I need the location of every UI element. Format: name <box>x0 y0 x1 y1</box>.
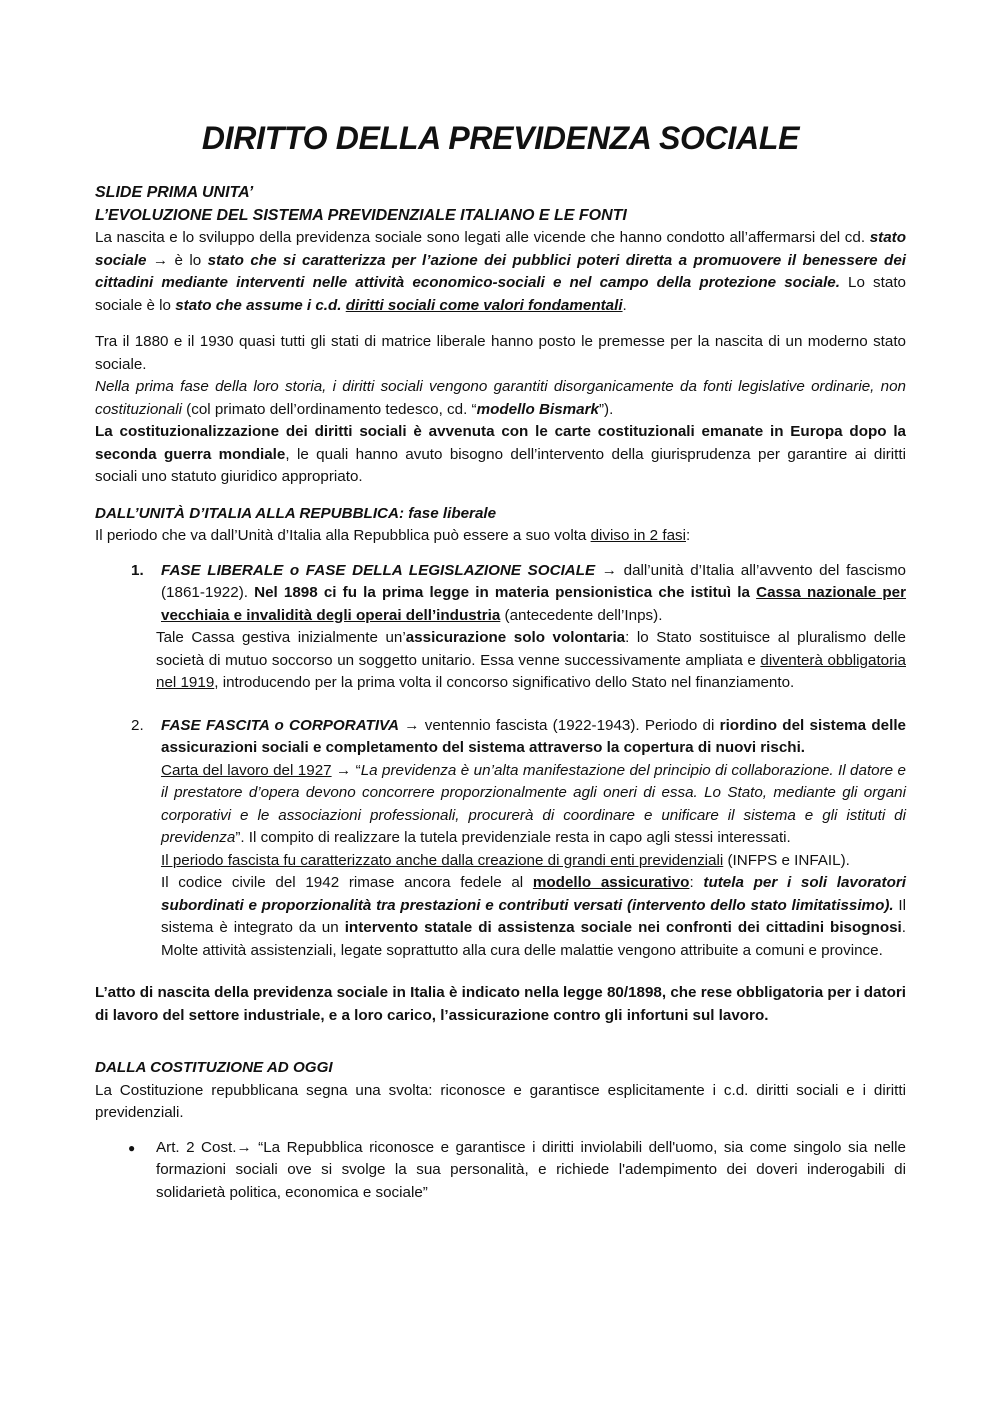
paragraph-periodo: Il periodo che va dall’Unità d’Italia alla Repubblica può essere a suo volta diviso in 2 fasi: <box>95 527 691 544</box>
paragraph-atto-nascita: L’atto di nascita della previdenza sociale in Italia è indicato nella legge 80/1898, che rese obbligatoria per i datori di lavoro del settore industriale, e a loro carico, l’assicurazione contro gli infortuni sul lavoro. <box>95 984 906 1024</box>
paragraph-cassa: Tale Cassa gestiva inizialmente un’assicurazione solo volontaria: lo Stato sostituisce al pluralismo delle società di mutuo soccorso un soggetto unitario. Essa venne successivamente ampliata e diventerà obbligatoria nel 1919, introducendo per la prima volta il concorso significativo dello Stato nel finanziamento. <box>156 629 906 691</box>
list-item-fase-liberale: 1. FASE LIBERALE o FASE DELLA LEGISLAZIONE SOCIALE → dall’unità d’Italia all’avvento del fascismo (1861-1922). Nel 1898 ci fu la prima legge in materia pensionistica che istituì la Cassa nazionale per vecchiaia e invalidità degli operai dell’industria (antecedente dell’Inps). Tale Cassa gestiva inizialmente un’assicurazione solo volontaria: lo Stato sostituisce al pluralismo delle società di mutuo soccorso un soggetto unitario. Essa venne successivamente ampliata e diventerà obbligatoria nel 1919, introducendo per la prima volta il concorso significativo dello Stato nel finanziamento. <box>95 560 906 695</box>
articles-list <box>95 1137 906 1205</box>
document-title: DIRITTO DELLA PREVIDENZA SOCIALE <box>201 120 800 156</box>
section-heading-unita-italia: DALL’UNITÀ D’ITALIA ALLA REPUBBLICA: fase liberale <box>95 504 497 522</box>
paragraph-costituzione: La Costituzione repubblicana segna una svolta: riconosce e garantisce esplicitamente i c.d. diritti sociali e i diritti previdenziali. <box>95 1081 906 1121</box>
list-item-art2: ● Art. 2 Cost.→ “La Repubblica riconosce e garantisce i diritti inviolabili dell'uomo, sia come singolo sia nelle formazioni sociali ove si svolge la sua personalità, e richiede l'adempimento dei doveri inderogabili di solidarietà politica, economica e sociale” <box>128 1138 906 1201</box>
list-number: 1. <box>131 561 144 579</box>
phases-list <box>95 560 906 963</box>
document-page <box>95 118 906 1204</box>
section-heading-costituzione: DALLA COSTITUZIONE AD OGGI <box>95 1059 333 1076</box>
paragraph-codice-civile: Il codice civile del 1942 rimase ancora fedele al modello assicurativo: tutela per i soli lavoratori subordinati e proporzionalità tra prestazioni e contributi versati (intervento dello stato limitatissimo). Il sistema è integrato da un intervento statale di assistenza sociale nei confronti dei cittadini bisognosi. Molte attività assistenziali, legate soprattutto alla cura delle malattie vengono attribuite a comuni e province. <box>161 874 906 959</box>
section-heading-slide: SLIDE PRIMA UNITA’ <box>95 184 254 201</box>
paragraph-carta-lavoro: Carta del lavoro del 1927 → “La previdenza è un’alta manifestazione del principio di collaborazione. Il datore e il prestatore d’opera devono concorrere proporzionalmente agli oneri di essa. Lo Stato, mediante gli organi corporativi e le associazioni professionali, procurerà di coordinare e unificare il sistema e gli istituti di previdenza”. Il compito di realizzare la tutela previdenziale resta in capo agli stessi interessati. <box>161 761 907 846</box>
paragraph-prima-fase: Nella prima fase della loro storia, i diritti sociali vengono garantiti disorganicamente da fonti legislative ordinarie, non costituzionali (col primato dell’ordinamento tedesco, cd. “modello Bismark”). <box>95 378 906 418</box>
bullet-icon: ● <box>128 1140 136 1155</box>
paragraph-costituzionalizzazione: La costituzionalizzazione dei diritti sociali è avvenuta con le carte costituzionali emanate in Europa dopo la seconda guerra mondiale, le quali hanno avuto bisogno dell’intervento della giurisprudenza per garantire ai diritti sociali uno statuto giuridico appropriato. <box>95 423 906 485</box>
paragraph-enti-previdenziali: Il periodo fascista fu caratterizzato anche dalla creazione di grandi enti previdenziali (INFPS e INFAIL). <box>161 851 850 869</box>
section-heading-evoluzione: L’EVOLUZIONE DEL SISTEMA PREVIDENZIALE ITALIANO E LE FONTI <box>95 206 627 224</box>
list-number: 2. <box>131 716 144 734</box>
paragraph-1880-1930: Tra il 1880 e il 1930 quasi tutti gli stati di matrice liberale hanno posto le premesse per la nascita di un moderno stato sociale. <box>95 333 906 373</box>
list-item-fase-fascista: 2. FASE FASCITA o CORPORATIVA → ventennio fascista (1922-1943). Periodo di riordino del sistema delle assicurazioni sociali e completamento del sistema attraverso la copertura di nuovi rischi. Carta del lavoro del 1927 → “La previdenza è un’alta manifestazione del principio di collaborazione. Il datore e il prestatore d’opera devono concorrere proporzionalmente agli oneri di essa. Lo Stato, mediante gli organi corporativi e le associazioni professionali, procurerà di coordinare e unificare il sistema e gli istituti di previdenza”. Il compito di realizzare la tutela previdenziale resta in capo agli stessi interessati. Il periodo fascista fu caratterizzato anche dalla creazione di grandi enti previdenziali (INFPS e INFAIL). Il codice civile del 1942 rimase ancora fedele al modello assicurativo: tutela per i soli lavoratori subordinati e proporzionalità tra prestazioni e contributi versati (intervento dello stato limitatissimo). Il sistema è integrato da un intervento statale di assistenza sociale nei confronti dei cittadini bisognosi. Molte attività assistenziali, legate soprattutto alla cura delle malattie vengono attribuite a comuni e province. <box>95 715 906 963</box>
paragraph-stato-sociale: La nascita e lo sviluppo della previdenza sociale sono legati alle vicende che hanno condotto all’affermarsi del cd. stato sociale → è lo stato che si caratterizza per l’azione dei pubblici poteri diretta a promuovere il benessere dei cittadini mediante interventi nelle attività economico-sociali e nel campo della protezione sociale. Lo stato sociale è lo stato che assume i c.d. diritti sociali come valori fondamentali. <box>95 229 906 314</box>
